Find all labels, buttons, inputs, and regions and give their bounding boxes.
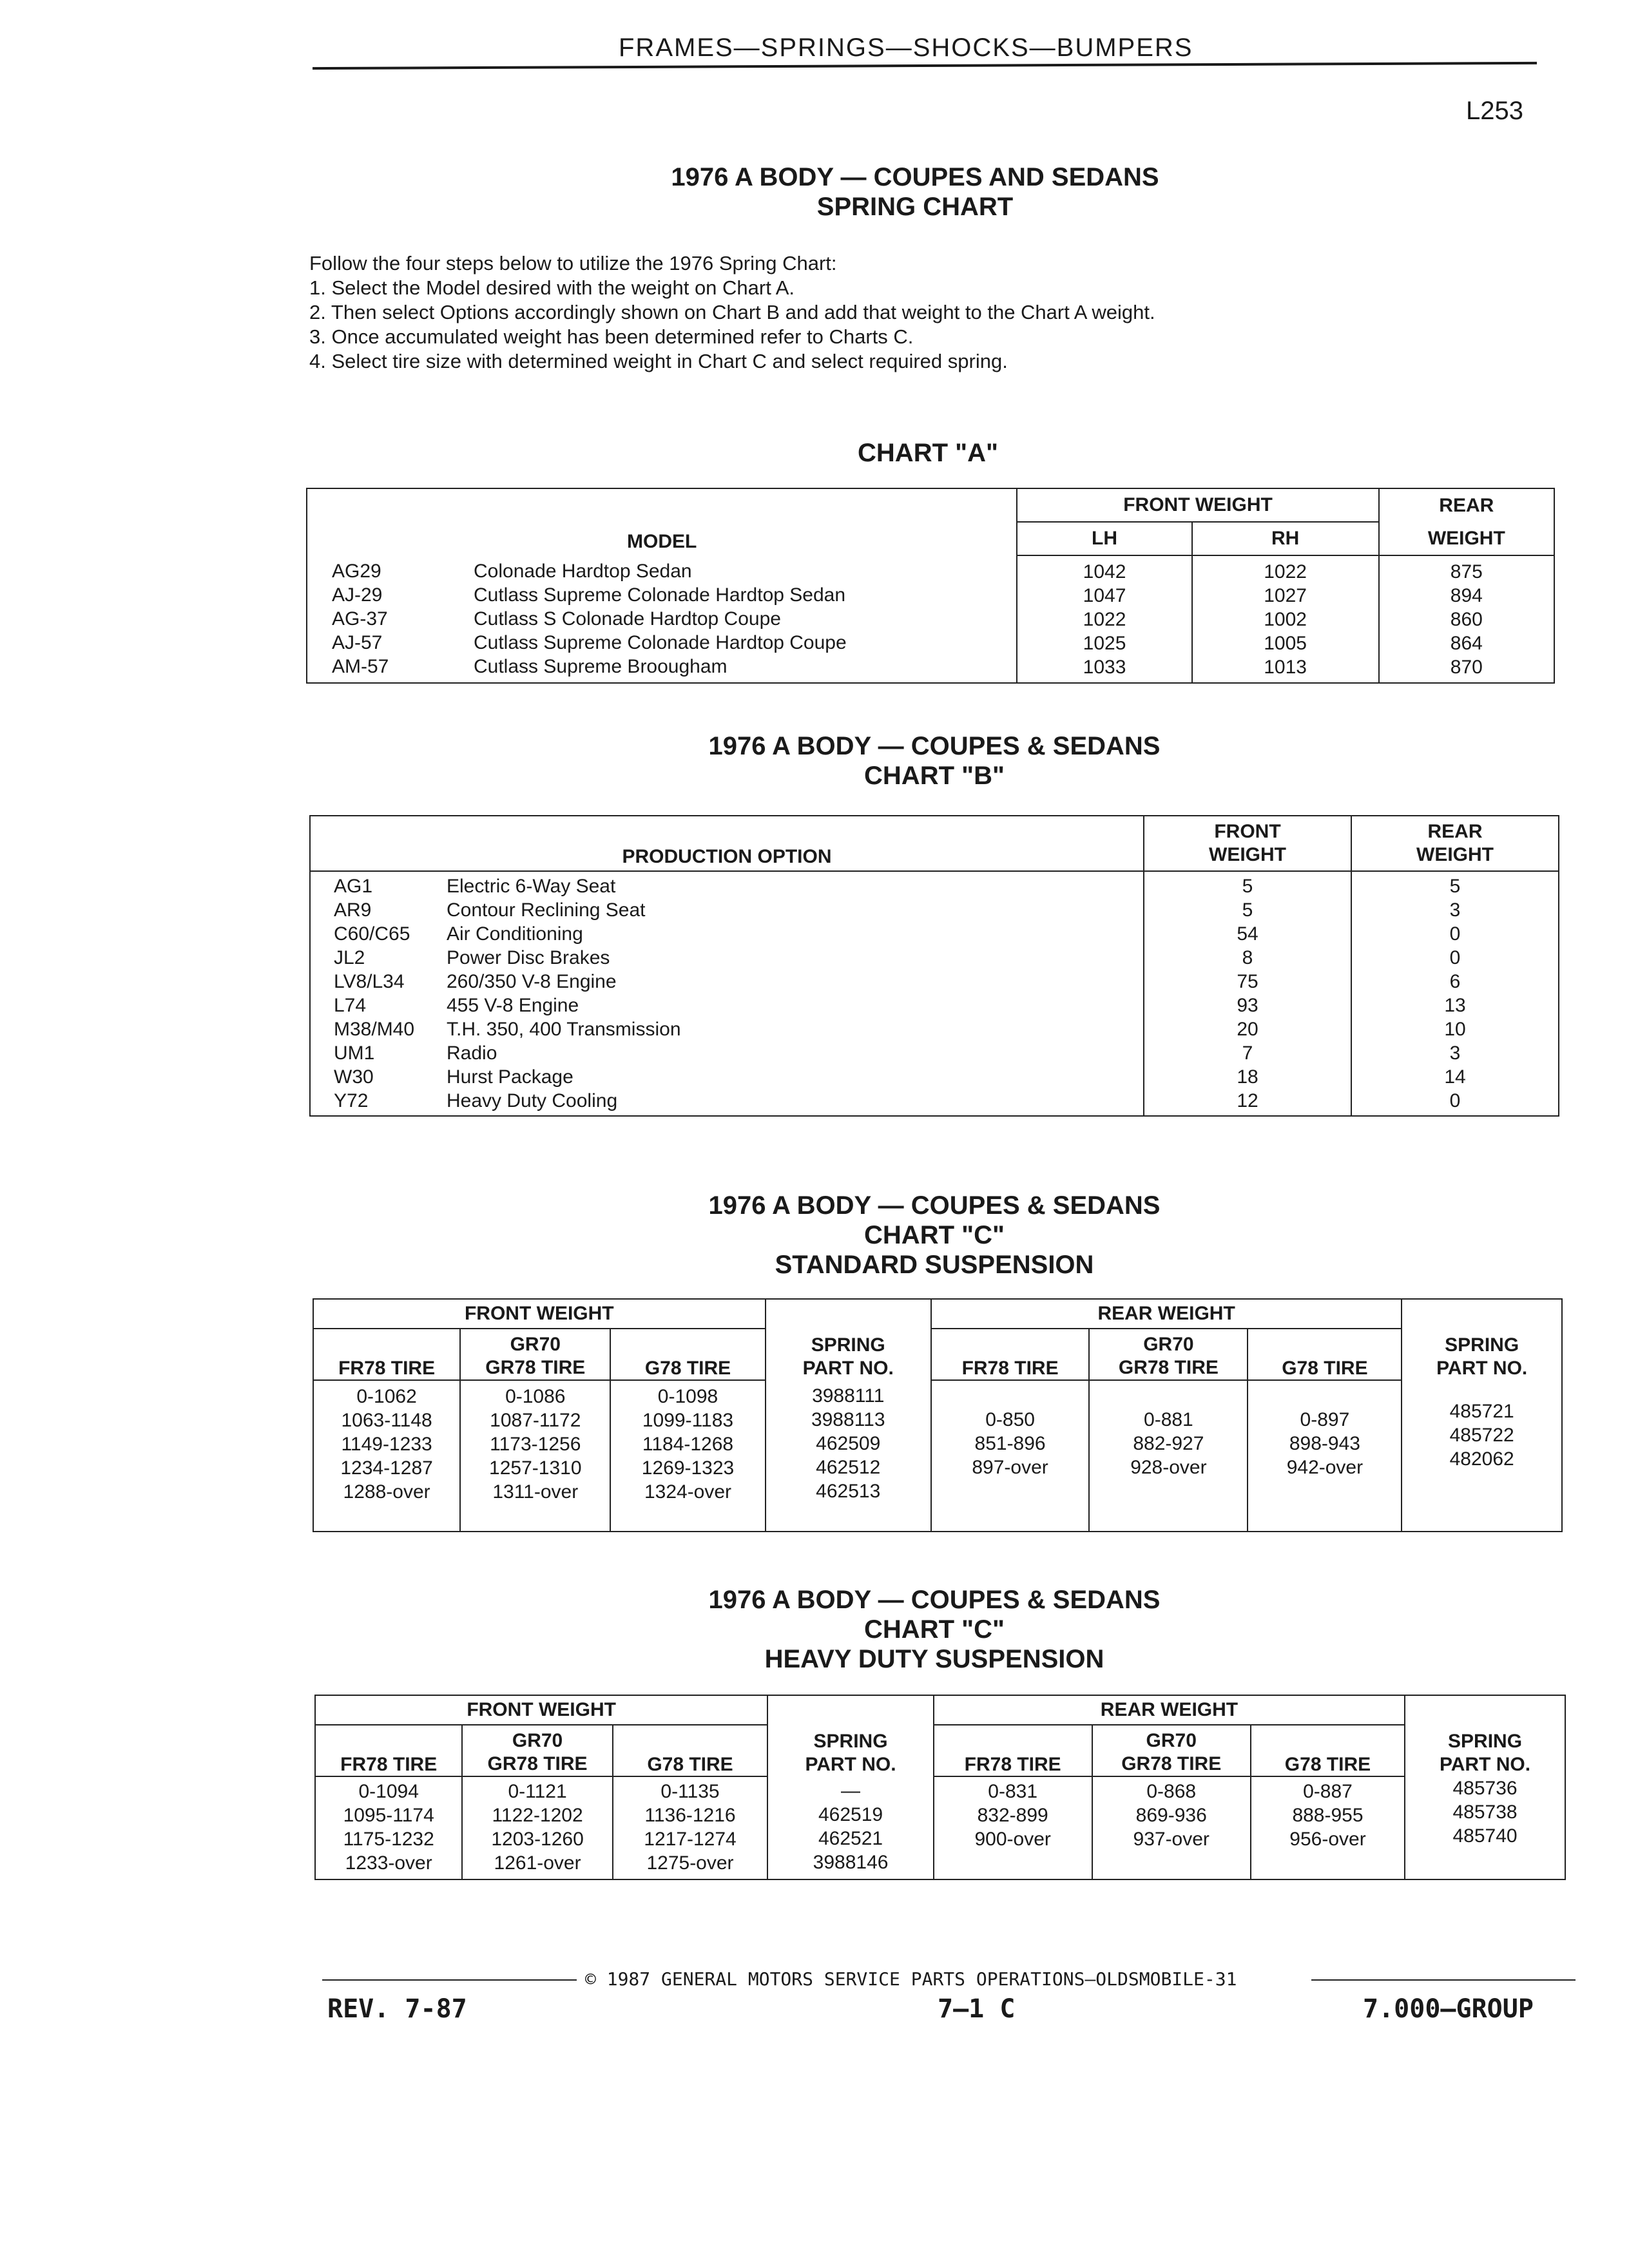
- chart-c2-front-g78: [613, 1776, 768, 1879]
- chart-c1-header-front-weight: FRONT WEIGHT: [313, 1299, 766, 1329]
- chart-c1-cell: 0-881: [1144, 1409, 1193, 1430]
- chart-a-model-name: Cutlass S Colonade Hardtop Coupe: [474, 608, 781, 629]
- chart-c2-cell: —: [841, 1780, 861, 1802]
- chart-c1-cell: 0-1098: [657, 1386, 718, 1407]
- chart-c1-cell: 1149-1233: [341, 1434, 432, 1455]
- chart-c-standard-title-line2: CHART "C": [864, 1221, 1005, 1249]
- chart-c1-cell: 0-850: [985, 1409, 1035, 1430]
- chart-c1-header-spring-rear: [1402, 1299, 1562, 1380]
- chart-c2-header-gr70-rear-line1: GR70: [1146, 1730, 1197, 1751]
- chart-b-rear-value: 0: [1449, 923, 1461, 945]
- chart-c2-front-fr78: [315, 1776, 462, 1879]
- chart-b-rear-value: 13: [1444, 995, 1466, 1016]
- chart-a-lh-value: 1022: [1083, 608, 1126, 630]
- chart-b-code: JL2: [334, 947, 365, 968]
- instruction-step-3: 3. Once accumulated weight has been determined refer to Charts C.: [309, 325, 914, 348]
- chart-a-code: AJ-57: [332, 632, 383, 653]
- chart-c2-cell: 900-over: [974, 1829, 1051, 1850]
- chart-b-title-line2: CHART "B": [864, 762, 1005, 790]
- chart-c1-cell: 1087-1172: [490, 1410, 581, 1431]
- chart-c1-header-rear-weight: REAR WEIGHT: [931, 1299, 1402, 1329]
- chart-b-front-value: 18: [1237, 1066, 1258, 1088]
- footer-group: 7.000—GROUP: [1363, 1994, 1534, 2024]
- chart-a-rear-value: 864: [1450, 632, 1483, 654]
- chart-b-rear-value: 0: [1449, 947, 1461, 968]
- chart-b-header-rear: [1351, 816, 1559, 871]
- chart-b-rear-value: 0: [1449, 1090, 1461, 1111]
- chart-c2-cell: 869-936: [1135, 1805, 1207, 1826]
- chart-c2-rear-spring: [1405, 1776, 1565, 1879]
- chart-a-header-rh: RH: [1192, 522, 1379, 555]
- chart-c2-header-g78-rear: G78 TIRE: [1251, 1725, 1405, 1776]
- chart-c1-rear-g78: [1248, 1380, 1402, 1532]
- chart-c1-cell: 1288-over: [343, 1481, 430, 1503]
- chart-c1-cell: 1269-1323: [641, 1457, 735, 1479]
- chart-a-lh-values: [1017, 555, 1191, 683]
- chart-b-header-front-line1: FRONT: [1214, 821, 1281, 842]
- chart-a-lh-value: 1042: [1083, 561, 1126, 582]
- chart-c2-header-spring-rear-line2: PART NO.: [1439, 1754, 1531, 1775]
- chart-c1-header-gr70-front-line2: GR78 TIRE: [485, 1357, 586, 1378]
- chart-c2-cell: 0-1094: [358, 1781, 419, 1802]
- chart-a-model-names: [474, 559, 847, 678]
- chart-a-rear-value: 870: [1450, 656, 1483, 678]
- chart-b-front-values: [1144, 871, 1351, 1116]
- chart-c1-front-gr70: [460, 1380, 610, 1532]
- chart-a-lh-value: 1033: [1083, 656, 1126, 678]
- chart-c1-front-fr78: [313, 1380, 460, 1532]
- chart-c2-cell: 0-887: [1303, 1781, 1353, 1802]
- chart-a-rh-value: 1005: [1264, 632, 1307, 654]
- chart-b-option-name: Power Disc Brakes: [447, 947, 610, 968]
- chart-b-option-name: Air Conditioning: [447, 923, 583, 945]
- chart-c1-header-gr70-front-line1: GR70: [510, 1334, 561, 1355]
- chart-c2-cell: 462519: [818, 1804, 883, 1825]
- chart-c1-cell: 1324-over: [644, 1481, 732, 1503]
- chart-b-front-value: 12: [1237, 1090, 1258, 1111]
- chart-b-option-names: [447, 874, 681, 1113]
- spring-chart-title-line2: SPRING CHART: [816, 193, 1014, 221]
- chart-b-code: Y72: [334, 1090, 369, 1111]
- instructions: [309, 251, 1155, 374]
- chart-c2-header-spring-front-line1: SPRING: [813, 1731, 888, 1752]
- chart-c2-cell: 0-1121: [508, 1781, 567, 1802]
- chart-c2-cell: 1275-over: [646, 1852, 734, 1874]
- chart-b-rear-value: 14: [1444, 1066, 1466, 1088]
- chart-c2-header-spring-rear: [1405, 1695, 1565, 1776]
- chart-c2-front-gr70: [462, 1776, 612, 1879]
- chart-c1-cell: 1311-over: [492, 1481, 579, 1503]
- chart-c1-front-g78: [610, 1380, 765, 1532]
- chart-c2-header-fr78-front: FR78 TIRE: [315, 1725, 462, 1776]
- chart-c2-rear-fr78: [934, 1776, 1092, 1879]
- chart-a-model-name: Cutlass Supreme Colonade Hardtop Coupe: [474, 632, 847, 653]
- chart-c1-header-gr70-front: [460, 1329, 610, 1380]
- chart-b-front-value: 20: [1237, 1019, 1258, 1040]
- chart-c2-cell: 1217-1274: [644, 1829, 737, 1850]
- chart-b-rear-value: 6: [1449, 971, 1461, 992]
- chart-c-heavy-duty-title-line2: CHART "C": [864, 1615, 1005, 1644]
- chart-b-option-name: 455 V-8 Engine: [447, 995, 579, 1016]
- chart-a-header-rear-line2: WEIGHT: [1379, 522, 1554, 555]
- chart-c2-cell: 1203-1260: [491, 1829, 584, 1850]
- chart-c-standard-title-line1: 1976 A BODY — COUPES & SEDANS: [708, 1191, 1161, 1220]
- chart-c2-rear-gr70: [1092, 1776, 1251, 1879]
- chart-b-header-front-line2: WEIGHT: [1209, 844, 1286, 865]
- chart-b-header-front: [1144, 816, 1351, 871]
- chart-c1-rear-gr70: [1089, 1380, 1248, 1532]
- chart-c2-header-spring-front: [767, 1695, 934, 1776]
- chart-b-option-name: 260/350 V-8 Engine: [447, 971, 617, 992]
- footer-page-number: 7–1 C: [938, 1994, 1016, 2024]
- chart-c1-cell: 485722: [1449, 1425, 1514, 1446]
- instruction-step-1: 1. Select the Model desired with the weight on Chart A.: [309, 276, 795, 299]
- chart-a-header-rear-line1: REAR: [1379, 488, 1554, 522]
- chart-b-front-value: 8: [1242, 947, 1253, 968]
- chart-c1-header-gr70-rear: [1089, 1329, 1248, 1380]
- chart-c2-cell: 0-1135: [660, 1781, 720, 1802]
- chart-a-code: AJ-29: [332, 584, 383, 606]
- chart-b-front-value: 5: [1242, 899, 1253, 921]
- chart-b-option-name: Radio: [447, 1043, 497, 1064]
- chart-c1-header-fr78-rear: FR78 TIRE: [931, 1329, 1089, 1380]
- chart-c1-header-gr70-rear-line1: GR70: [1143, 1334, 1194, 1355]
- chart-c1-cell: 897-over: [972, 1457, 1048, 1478]
- chart-c1-header-spring-rear-line2: PART NO.: [1436, 1358, 1528, 1379]
- chart-c2-cell: 1136-1216: [644, 1805, 736, 1826]
- chart-b-front-value: 75: [1237, 971, 1258, 992]
- chart-c2-cell: 832-899: [977, 1805, 1048, 1826]
- chart-c1-header-spring-front: [766, 1299, 931, 1380]
- chart-c1-cell: 1184-1268: [642, 1434, 734, 1455]
- instructions-intro: Follow the four steps below to utilize the 1976 Spring Chart:: [309, 252, 837, 274]
- chart-c2-cell: 485738: [1452, 1802, 1518, 1823]
- chart-c1-cell: 482062: [1449, 1448, 1514, 1470]
- chart-a-model-name: Colonade Hardtop Sedan: [474, 561, 692, 582]
- chart-c1-cell: 851-896: [974, 1433, 1046, 1454]
- chart-a-code: AG-37: [332, 608, 388, 629]
- chart-a-header-lh: LH: [1017, 522, 1191, 555]
- chart-c1-cell: 1063-1148: [341, 1410, 432, 1431]
- header-rule: [313, 62, 1537, 70]
- chart-c-heavy-duty-title-line3: HEAVY DUTY SUSPENSION: [764, 1645, 1104, 1673]
- chart-a-rear-value: 894: [1450, 584, 1483, 606]
- chart-a-header-model: MODEL: [307, 488, 1017, 555]
- chart-a-code: AG29: [332, 561, 381, 582]
- chart-b-rear-value: 3: [1449, 899, 1461, 921]
- chart-b-rear-value: 5: [1449, 876, 1461, 897]
- chart-c1-cell: 462513: [816, 1481, 881, 1502]
- chart-b-front-value: 5: [1242, 876, 1253, 897]
- chart-c1-cell: 0-1086: [505, 1386, 566, 1407]
- chart-c-heavy-duty-title-line1: 1976 A BODY — COUPES & SEDANS: [708, 1586, 1161, 1614]
- chart-c2-cell: 1233-over: [345, 1852, 432, 1874]
- chart-c2-cell: 462521: [818, 1828, 883, 1849]
- chart-c2-header-spring-front-line2: PART NO.: [805, 1754, 896, 1775]
- chart-c1-cell: 462512: [816, 1457, 881, 1478]
- chart-b-header-rear-line2: WEIGHT: [1416, 844, 1494, 865]
- chart-c2-cell: 1095-1174: [343, 1805, 434, 1826]
- chart-b-front-value: 54: [1237, 923, 1258, 945]
- chart-c1-cell: 1173-1256: [490, 1434, 581, 1455]
- chart-c2-cell: 956-over: [1289, 1829, 1366, 1850]
- chart-c2-header-front-weight: FRONT WEIGHT: [315, 1695, 767, 1725]
- chart-c1-cell: 485721: [1449, 1401, 1514, 1422]
- chart-c1-header-g78-rear: G78 TIRE: [1248, 1329, 1402, 1380]
- footer-revision: REV. 7-87: [327, 1994, 467, 2024]
- chart-a-codes: [332, 559, 474, 678]
- chart-b-option-name: T.H. 350, 400 Transmission: [447, 1019, 681, 1040]
- chart-a-rear-value: 875: [1450, 561, 1483, 582]
- chart-c1-cell: 1099-1183: [642, 1410, 734, 1431]
- footer-rule-left: [322, 1979, 577, 1981]
- chart-c2-cell: 1175-1232: [343, 1829, 434, 1850]
- chart-c2-cell: 0-868: [1146, 1781, 1197, 1802]
- chart-b-option-name: Electric 6-Way Seat: [447, 876, 616, 897]
- chart-b-header-option: PRODUCTION OPTION: [310, 816, 1144, 871]
- chart-b-option-name: Hurst Package: [447, 1066, 574, 1088]
- chart-c2-cell: 3988146: [813, 1852, 889, 1873]
- chart-c1-header-fr78-front: FR78 TIRE: [313, 1329, 460, 1380]
- chart-c2-header-gr70-front-line2: GR78 TIRE: [487, 1753, 588, 1774]
- chart-b-option-name: Contour Reclining Seat: [447, 899, 646, 921]
- chart-b-code: L74: [334, 995, 367, 1016]
- chart-b-front-value: 93: [1237, 995, 1258, 1016]
- chart-a-header-front-weight: FRONT WEIGHT: [1017, 488, 1378, 522]
- chart-c2-cell: 485740: [1452, 1825, 1518, 1847]
- chart-c2-cell: 0-831: [988, 1781, 1038, 1802]
- chart-a-rh-value: 1013: [1264, 656, 1307, 678]
- chart-c2-header-gr70-front: [462, 1725, 612, 1776]
- chart-c1-cell: 928-over: [1130, 1457, 1207, 1478]
- chart-b-code: AG1: [334, 876, 373, 897]
- chart-c-standard-title: [548, 1191, 1321, 1280]
- chart-a-model-name: Cutlass Supreme Broougham: [474, 656, 728, 677]
- chart-c2-header-gr70-front-line1: GR70: [512, 1730, 563, 1751]
- chart-c2-header-rear-weight: REAR WEIGHT: [934, 1695, 1405, 1725]
- chart-c-standard-title-line3: STANDARD SUSPENSION: [775, 1251, 1094, 1279]
- chart-c-standard-table: [313, 1298, 1563, 1532]
- chart-c2-header-spring-rear-line1: SPRING: [1448, 1731, 1523, 1752]
- chart-a-rh-values: [1192, 555, 1379, 683]
- chart-c1-rear-spring: [1402, 1380, 1562, 1532]
- chart-b-codes: [334, 874, 447, 1113]
- chart-a-title: CHART "A": [858, 439, 998, 467]
- instruction-step-2: 2. Then select Options accordingly shown on Chart B and add that weight to the Chart A weight.: [309, 301, 1155, 323]
- chart-c2-header-g78-front: G78 TIRE: [613, 1725, 768, 1776]
- chart-c-heavy-duty-title: [548, 1585, 1321, 1674]
- chart-a-rear-value: 860: [1450, 608, 1483, 630]
- chart-b-table: [309, 815, 1559, 1117]
- chart-c2-header-gr70-rear: [1092, 1725, 1251, 1776]
- chart-b-code: W30: [334, 1066, 374, 1088]
- chart-c2-cell: 888-955: [1292, 1805, 1364, 1826]
- chart-a-lh-value: 1047: [1083, 584, 1126, 606]
- running-header-title: FRAMES—SPRINGS—SHOCKS—BUMPERS: [619, 34, 1193, 62]
- chart-a-rh-value: 1027: [1264, 584, 1307, 606]
- spring-chart-title: [528, 162, 1302, 222]
- chart-c2-cell: 1261-over: [494, 1852, 581, 1874]
- chart-b-code: M38/M40: [334, 1019, 415, 1040]
- chart-c2-cell: 1122-1202: [492, 1805, 583, 1826]
- chart-b-front-value: 7: [1242, 1043, 1253, 1064]
- chart-c1-header-spring-rear-line1: SPRING: [1445, 1334, 1519, 1356]
- chart-c2-cell: 937-over: [1133, 1829, 1210, 1850]
- chart-c1-rear-fr78: [931, 1380, 1089, 1532]
- chart-c1-cell: 882-927: [1133, 1433, 1204, 1454]
- chart-c1-header-spring-front-line1: SPRING: [811, 1334, 885, 1356]
- chart-b-title-line1: 1976 A BODY — COUPES & SEDANS: [708, 732, 1161, 760]
- chart-b-code: C60/C65: [334, 923, 410, 945]
- chart-b-code: AR9: [334, 899, 372, 921]
- chart-c1-front-spring: [766, 1380, 931, 1532]
- chart-c1-header-g78-front: G78 TIRE: [610, 1329, 765, 1380]
- chart-b-code: UM1: [334, 1043, 375, 1064]
- chart-a-table: [306, 488, 1555, 684]
- footer-copyright: © 1987 GENERAL MOTORS SERVICE PARTS OPERATIONS—OLDSMOBILE-31: [585, 1968, 1237, 1990]
- chart-c2-header-fr78-rear: FR78 TIRE: [934, 1725, 1092, 1776]
- chart-c1-cell: 0-1062: [356, 1386, 417, 1407]
- chart-c2-header-gr70-rear-line2: GR78 TIRE: [1121, 1753, 1222, 1774]
- chart-c1-cell: 3988113: [811, 1409, 885, 1430]
- chart-b-rear-value: 10: [1444, 1019, 1466, 1040]
- chart-c1-cell: 0-897: [1300, 1409, 1350, 1430]
- chart-c2-front-spring: [767, 1776, 934, 1879]
- chart-b-code: LV8/L34: [334, 971, 405, 992]
- chart-c1-cell: 898-943: [1289, 1433, 1360, 1454]
- chart-b-option-name: Heavy Duty Cooling: [447, 1090, 618, 1111]
- chart-c2-rear-g78: [1251, 1776, 1405, 1879]
- chart-c1-cell: 1234-1287: [340, 1457, 433, 1479]
- page-code: L253: [1466, 97, 1523, 125]
- chart-c2-cell: 485736: [1452, 1778, 1518, 1799]
- chart-a-rh-value: 1002: [1264, 608, 1307, 630]
- chart-c1-cell: 462509: [816, 1433, 881, 1454]
- chart-b-rear-value: 3: [1449, 1043, 1461, 1064]
- instruction-step-4: 4. Select tire size with determined weight in Chart C and select required spring.: [309, 350, 1008, 372]
- chart-a-model-name: Cutlass Supreme Colonade Hardtop Sedan: [474, 584, 846, 606]
- footer-rule-right: [1311, 1979, 1576, 1981]
- chart-c1-cell: 942-over: [1286, 1457, 1364, 1478]
- chart-c1-cell: 1257-1310: [489, 1457, 582, 1479]
- chart-a-rear-values: [1379, 555, 1554, 683]
- chart-a-rh-value: 1022: [1264, 561, 1307, 582]
- chart-a-lh-value: 1025: [1083, 632, 1126, 654]
- chart-c1-header-gr70-rear-line2: GR78 TIRE: [1118, 1357, 1219, 1378]
- chart-a-code: AM-57: [332, 656, 389, 677]
- spring-chart-title-line1: 1976 A BODY — COUPES AND SEDANS: [671, 163, 1159, 191]
- chart-c1-header-spring-front-line2: PART NO.: [802, 1358, 894, 1379]
- chart-b-title: [548, 731, 1321, 791]
- chart-c1-cell: 3988111: [812, 1385, 885, 1407]
- chart-b-header-rear-line1: REAR: [1427, 821, 1483, 842]
- chart-c-heavy-duty-table: [314, 1695, 1566, 1880]
- chart-b-rear-values: [1351, 871, 1559, 1116]
